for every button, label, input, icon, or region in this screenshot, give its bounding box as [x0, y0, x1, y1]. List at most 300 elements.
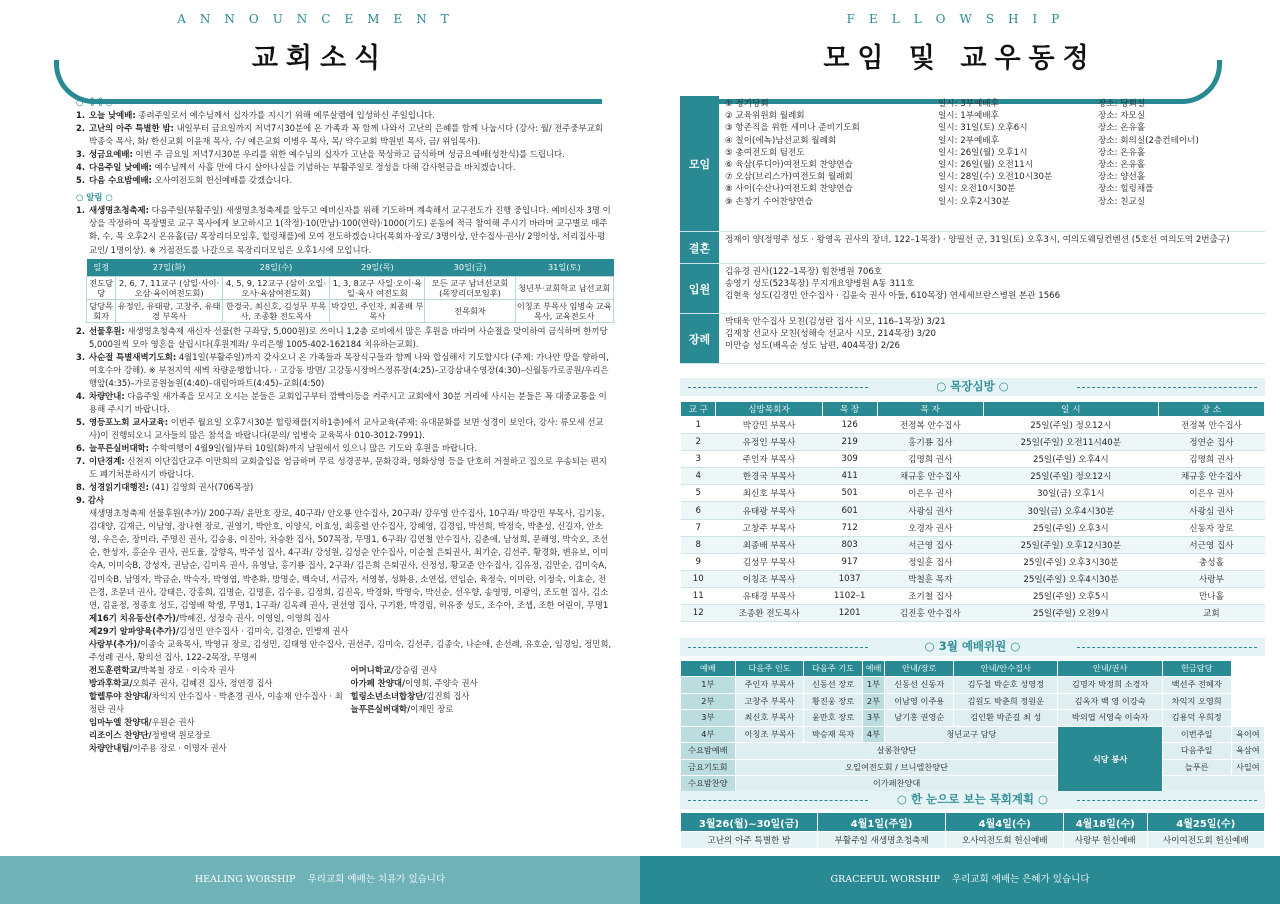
- worship-item: [76, 122, 612, 148]
- dining-cell: 다음주일: [1162, 743, 1231, 760]
- worship-heading: ○ 예배 ○: [76, 97, 113, 107]
- visit-cell: 오경자 권사: [877, 519, 983, 536]
- gift-text: 이영희, 주양숙 권사: [405, 677, 478, 688]
- funeral-item: 김재창 선교사 모친(성해숙 선교사 시모, 214목장) 3/20: [725, 329, 936, 340]
- duty-cell: 오일여전도회 / 브니엘찬양단: [735, 759, 1058, 776]
- schedule-header-cell: 31일(토): [515, 259, 613, 277]
- marriage-label: 결혼: [680, 232, 719, 263]
- duty-header-cell: 예배: [681, 661, 736, 677]
- item-number: 6.: [76, 443, 86, 454]
- item-label: 다음 수요밤예배:: [89, 175, 152, 186]
- footer-english: HEALING WORSHIP: [194, 874, 296, 885]
- visit-cell: 유태경 부목사: [716, 587, 822, 604]
- duty-row: [681, 743, 1265, 760]
- item-label: 차량안내:: [89, 390, 125, 401]
- notice-item: [76, 442, 612, 455]
- notice-item: [76, 390, 612, 416]
- page-title: 교회소식: [251, 43, 389, 74]
- visit-cell: 한경국 부목사: [716, 468, 822, 485]
- duty-row: [681, 759, 1265, 776]
- duty-cell: 청년교구 담당: [885, 726, 1058, 743]
- visit-cell: 조종환 전도목사: [716, 605, 822, 622]
- plan-item-cell: 사랑부 헌신예배: [1063, 832, 1147, 849]
- funeral-item: 이만승 성도(배옥순 성도 남편, 404목장) 2/26: [725, 341, 901, 352]
- visit-cell: 9: [681, 553, 716, 570]
- hospital-label: 입원: [680, 264, 719, 313]
- duty-cell: 1부: [862, 677, 885, 694]
- schedule-cell: 4, 5, 9, 12교구 (삼이·오일·오사·육삼여전도회): [222, 276, 329, 299]
- visit-cell: 이은우 권사: [1158, 485, 1264, 502]
- visit-table: [680, 401, 1265, 622]
- meeting-cell: ③ 항존직을 위한 세미나 준비기도회: [725, 123, 860, 134]
- schedule-cell: 모든 교구 남녀선교회 (목장리더모임후): [425, 276, 515, 299]
- visit-cell: 정연순 집사: [1158, 434, 1264, 451]
- gift-label: 늘푸른실버대학/: [350, 703, 411, 714]
- visit-cell: 12: [681, 605, 716, 622]
- meeting-cell: 일시: 오후2시30분: [938, 196, 1010, 207]
- item-label: 다음주일 낮예배:: [89, 162, 152, 173]
- visit-cell: 김명희 권사: [1158, 451, 1264, 468]
- visit-cell: 서근영 집사: [1158, 536, 1264, 553]
- visit-cell: 채규홍 안수집사: [1158, 468, 1264, 485]
- item-text: 4월1일(부활주일)까지 갖사오니 온 가족들과 목장식구들과 함께 나와 합심해서 기도합시다 (주제: 가나안 땅을 향하여, 여호수아 강해). ※ 부천지역 새벽 차량운행합니다. · 고강동 방면/ 고강동시장버스정류장(4:25)–고강삼내수영장(4:30)–신월동가로공원/우리은행앞(4:35)–가로공원놀원(4:40)–대림아파트(4:45)–교회(4:50): [89, 351, 609, 388]
- meeting-row: [725, 159, 1259, 171]
- table-row: [681, 605, 1265, 622]
- visit-cell: 사광심 권사: [1158, 502, 1264, 519]
- visit-cell: 채규홍 안수집사: [877, 468, 983, 485]
- visit-header-cell: 목 자: [877, 402, 983, 417]
- gift-label: 전도훈련학교/: [89, 664, 141, 675]
- visit-cell: 25일(주일) 정오12시: [983, 417, 1158, 434]
- visit-cell: 이칭조 부목사: [716, 570, 822, 587]
- meeting-row: [725, 110, 1259, 122]
- duty-row: [681, 693, 1265, 710]
- thanks-body: [76, 507, 612, 755]
- table-row: [681, 536, 1265, 553]
- duty-cell: 이칭조 부목사: [735, 726, 804, 743]
- worship-item: [76, 161, 612, 174]
- meeting-cell: ⑤ 총여전도회 팀전도: [725, 147, 805, 158]
- thanks-extra-text: 이종숙 교육목사, 박영규 장로, 김성민, 김태영 안수집사, 권선주, 김미숙, 김선주, 김종숙, 나순애, 손선례, 유호순, 임경임, 정민희, 주성례 권사, 황의선 집사, 122–2목장, 무명씨: [89, 638, 612, 662]
- schedule-cell: 2, 6, 7, 11교구 (삼일·사이·오삼·육이여전도회): [116, 276, 222, 299]
- gift-label: 힐링소년소녀합창단/: [350, 690, 427, 701]
- item-label: 사순절 특별새벽기도회:: [89, 351, 177, 362]
- gift-item: [89, 729, 351, 742]
- visit-cell: 교회: [1158, 605, 1264, 622]
- visit-cell: 712: [822, 519, 877, 536]
- schedule-row: [87, 276, 614, 299]
- meeting-cell: 장소: 온유홀: [1098, 160, 1146, 171]
- footer-korean: 우리교회 예배는 치유가 있습니다: [307, 874, 446, 885]
- duty-cell: 차익지 오영희: [1162, 693, 1231, 710]
- visit-cell: 사광심 권사: [877, 502, 983, 519]
- item-number: 5.: [76, 175, 86, 186]
- gift-text: 우원순 권사: [151, 717, 195, 728]
- visit-cell: 김명희 권사: [877, 451, 983, 468]
- gift-columns: [89, 664, 612, 755]
- hospital-item: 송영기 성도(523목장) 무지개요양병원 A동 311호: [725, 279, 915, 290]
- plan-date-cell: 4월1일(주일): [817, 813, 946, 832]
- funeral-label: 장례: [680, 314, 719, 363]
- duty-cell: 주인자 부목사: [735, 677, 804, 694]
- notice-item: [76, 416, 612, 442]
- visit-cell: 이은우 권사: [877, 485, 983, 502]
- plan-item-cell: 고난의 아주 특별한 밤: [681, 832, 818, 849]
- duty-row: [681, 710, 1265, 727]
- visit-cell: 601: [822, 502, 877, 519]
- item-label: 성금요예배:: [89, 149, 133, 160]
- dining-cell: 이번주일: [1162, 726, 1231, 743]
- meeting-cell: 장소: 회의실(2층컨테이너): [1098, 135, 1199, 146]
- visit-cell: 조기철 집사: [877, 587, 983, 604]
- plan-item-cell: 부활주일 새생명초청축제: [817, 832, 946, 849]
- announcement-body: [76, 95, 612, 755]
- meetings-label: 모임: [680, 96, 719, 231]
- item-label: 성경읽기대행진:: [89, 482, 149, 493]
- visit-cell: 7: [681, 519, 716, 536]
- item-text: 새생명초청축제 새신자 선물(한 구좌당, 5,000원)로 쓰이니 1,2층 로비에서 많은 후원을 바라며 사순절을 맞이하여 금식하며 한끼당 5,000원씩 모아 영혼을 살립시다(후원계좌/ 우리은행 1005-402-162184 치유하는교회).: [89, 325, 608, 349]
- duty-cell: 1부: [681, 677, 736, 694]
- gift-text: 차익지 안수집사 · 박춘경 권사, 이송재 안수집사 · 최정란 권사: [89, 690, 343, 714]
- meeting-cell: 일시: 오전10시30분: [938, 184, 1016, 195]
- duty-header-cell: 다음주 인도: [735, 661, 804, 677]
- visit-cell: 전정복 안수집사: [1158, 417, 1264, 434]
- table-row: [681, 468, 1265, 485]
- thanks-extra-text: 김성민 안수집사 · 김미숙, 김정순, 민병재 권사: [179, 625, 349, 636]
- duty-cell: 김옥자 백 영 이강숙: [1058, 693, 1162, 710]
- duty-cell: 2부: [681, 693, 736, 710]
- plan-date-cell: 4월25일(수): [1147, 813, 1264, 832]
- duty-cell: 황진웅 장로: [804, 693, 862, 710]
- fellowship-page: [640, 0, 1280, 904]
- notice-item: 1. 새생명초청축제: 다음주일(부활주일) 새생명초청축제를 앞두고 예비신자를 위해 기도하며 계속해서 교구전도가 진행 중입니다. 예비신자 3명 이상을 작정하여 목장별로 교구 목사에게 보고하시고 1(작정)·10(만남)·100(연락)·1000(기도) 운동에 적극 참여해 주시기 바라며 교구별로 매주 화, 수, 목 오후2시 온유홀(금/ 목장리더모임후, 힐링채플)에 모여 전도하겠습니다(목회자·장로/ 3명이상, 안수집사·권사/ 2명이상, 서리집사·평교인/ 1명이상). ※ 거점전도를 나갈으로 목장리더모임은 오후1시에 모입니다.: [76, 205, 611, 255]
- item-text: 예수님께서 사흘 만에 다시 살아나심을 기념하는 부활주일로 정성을 다해 감사헌금을 바치겠습니다.: [154, 162, 516, 173]
- table-row: [681, 434, 1265, 451]
- duty-cell: 4부: [681, 726, 736, 743]
- meeting-cell: 장소: 힐링채플: [1098, 184, 1154, 195]
- meeting-cell: 일시: 2부예배후: [938, 135, 999, 146]
- hospital-item: 김유경 권사(122–1목장) 힘찬병원 706호: [725, 267, 883, 277]
- notice-list: [76, 325, 612, 495]
- gift-label: 차량안내팀/: [89, 743, 133, 754]
- visit-cell: 박철훈 목자: [877, 570, 983, 587]
- table-row: [681, 451, 1265, 468]
- visit-cell: 사랑부: [1158, 570, 1264, 587]
- meeting-cell: 장소: 당회실: [1098, 99, 1146, 109]
- duty-cell: 고창주 부목사: [735, 693, 804, 710]
- visit-cell: 3: [681, 451, 716, 468]
- worship-item: [76, 148, 612, 161]
- meeting-row: [725, 122, 1259, 134]
- visit-cell: 25일(주일) 오후4시30분: [983, 570, 1158, 587]
- item-number: 4.: [76, 162, 86, 173]
- visit-cell: 유태광 부목사: [716, 502, 822, 519]
- duty-cell: 남기홍 권영순: [885, 710, 954, 727]
- gift-item: [89, 664, 351, 677]
- visit-cell: 501: [822, 485, 877, 502]
- plan-item-cell: 오사여전도회 헌신예배: [946, 832, 1063, 849]
- notice-text: 다음주일(부활주일) 새생명초청축제를 앞두고 예비신자를 위해 기도하며 계속해서 교구전도가 진행 중입니다. 예비신자 3명 이상을 작정하여 목장별로 교구 목사에게 보고하시고 1(작정)·10(만남)·100(연락)·1000(기도) 운동에 적극 참여해 주시기 바라며 교구별로 매주 화, 수, 목 오후2시 온유홀(금/ 목장리더모임후, 힐링채플)에 모여 전도하겠습니다(목회자·장로/ 3명이상, 안수집사·권사/ 2명이상, 서리집사·평교인/ 1명이상). ※ 거점전도를 나갈으로 목장리더모임은 오후1시에 모입니다.: [89, 205, 611, 255]
- schedule-header-cell: 일정: [87, 259, 116, 277]
- duty-cell: 살롬찬양단: [735, 743, 1058, 760]
- meeting-row: [725, 135, 1259, 147]
- notice-item: [76, 351, 612, 390]
- table-row: [681, 485, 1265, 502]
- meeting-row: [725, 147, 1259, 159]
- meetings-block: [680, 96, 1265, 232]
- dining-cell: 사일여: [1231, 759, 1264, 776]
- gift-item: [351, 690, 613, 703]
- meeting-row: [725, 98, 1259, 110]
- dining-cell: 육삼여: [1231, 743, 1264, 760]
- meeting-cell: 일시: 1부예배후: [938, 111, 999, 122]
- gift-label: 어머니학교/: [350, 664, 395, 675]
- visit-cell: 주인자 부목사: [716, 451, 822, 468]
- dining-cell: 늘푸른: [1162, 759, 1231, 776]
- visit-cell: 1037: [822, 570, 877, 587]
- plan-table: [680, 812, 1265, 849]
- visit-header-cell: 일 시: [983, 402, 1158, 417]
- meeting-cell: ④ 칠이(에녹)남선교회 월례회: [725, 135, 837, 146]
- right-footer: [640, 856, 1280, 904]
- visit-header-cell: 장 소: [1158, 402, 1264, 417]
- visit-cell: 5: [681, 485, 716, 502]
- visit-cell: 홍기룡 집사: [877, 434, 983, 451]
- schedule-header-cell: 30일(금): [425, 259, 515, 277]
- visit-cell: 30일(금) 오후4시30분: [983, 502, 1158, 519]
- item-label: 이단경계:: [89, 456, 125, 467]
- item-text: (41) 김영희 권사(706목장): [151, 482, 254, 493]
- thanks-item: [76, 494, 612, 507]
- item-text: 오사여전도회 헌신예배를 갖겠습니다.: [154, 175, 293, 186]
- visit-cell: 25일(주일) 오후4시: [983, 451, 1158, 468]
- visit-cell: 309: [822, 451, 877, 468]
- meeting-cell: 장소: 친교실: [1098, 196, 1146, 207]
- visit-cell: 4: [681, 468, 716, 485]
- duty-cell: 박의엽 서영숙 이숙자: [1058, 710, 1162, 727]
- visit-cell: 25일(주일) 오후5시: [983, 587, 1158, 604]
- schedule-cell: 담당목회자: [87, 299, 116, 322]
- plan-date-cell: 3월26(월)~30일(금): [681, 813, 818, 832]
- duty-header-cell: 다음주 기도: [804, 661, 862, 677]
- visit-cell: 최신호 부목사: [716, 485, 822, 502]
- funeral-block: [680, 314, 1265, 364]
- visit-cell: 11: [681, 587, 716, 604]
- item-label: 늘푸른실버대학:: [89, 443, 149, 454]
- hospital-list: [719, 264, 1265, 313]
- item-text: 신천지 이단집단교주 이만희의 교회출입을 엄금하며 무료 성경공부, 문화강좌, 영화상영 등을 단호히 거절하고 집으로 우송되는 편지도 폐기처분하시기 바랍니다.: [89, 456, 607, 480]
- item-number: 8.: [76, 482, 86, 493]
- announcement-eyebrow: ANNOUNCEMENT: [177, 12, 463, 26]
- thanks-text: 새생명초청축제 선물후원(추가)/ 200구좌/ 윤만호 장로, 40구좌/ 안오룡 안수집사, 20구좌/ 강우영 안수집사, 10구좌/ 박강민 부목사, 김기동, 김대양, 김재근, 이남영, 장나현 장로, 권영기, 박안호, 이양식, 이효성, 최홍렬 안수집사, 강혜영, 김경임, 박선희, 박정숙, 박춘성, 신길자, 안소영, 우은순, 장미라, 주명진 권사, 김승용, 이진아, 차승환 집사, 507목장, 무명1, 6구좌/ 김연철 안수집사, 김춘애, 남성희, 문해영, 박숙오, 조선순, 한성자, 홍순우 권사, 권도율, 강향옥, 박주성 집사, 4구좌/ 강성원, 김성순 안수집사, 이순철 은퇴권사, 최기순, 김선주, 황경화, 변유보, 이미숙A, 이미숙B, 강성자, 권남순, 김미옥 권사, 유영남, 홍기룡 집사, 2구좌/ 김은희 은퇴권사, 신정성, 황교준 안수집사, 김유정, 김만순, 김미숙A, 김미숙B, 남명자, 박금순, 박숙자, 박영엽, 박춘화, 방명순, 백숙녀, 서금자, 서영봉, 성화용, 소연섭, 연임순, 육정숙, 이미란, 이정숙, 이효순, 전은경, 조문녀 권사, 강태은, 강홍희, 김명순, 김명훈, 김수용, 김정희, 김진옥, 박경화, 박명숙, 박신순, 선우향, 송영명, 이광익, 조도현 집사, 김소연, 김윤정, 정종호 성도, 김영배 학생, 무명1, 1구좌/ 김옥례 권사, 권선영 집사, 구기환, 박경림, 허유중 성도, 조수아, 조셉, 조한 어린이, 무명1: [89, 508, 609, 610]
- duty-heading: ○ 3월 예배위원 ○: [680, 638, 1265, 656]
- item-label: 영등포노회 교사교육:: [89, 416, 169, 427]
- thanks-extra-text: 박혜진, 성정숙 권사, 이영일, 이영희 집사: [179, 612, 330, 623]
- schedule-cell: 1, 3, 8교구 사일·오이·육일·육사 여전도회: [330, 276, 425, 299]
- item-number: 2.: [76, 123, 86, 134]
- gift-item: [89, 716, 351, 729]
- item-text: 종려주일로서 예수님께서 십자가를 지시기 위해 예루살렘에 입성하신 주일입니다.: [138, 110, 435, 121]
- table-row: [681, 417, 1265, 434]
- visit-cell: 충성홀: [1158, 553, 1264, 570]
- duty-cell: 윤만호 장로: [804, 710, 862, 727]
- page-title: 모임 및 교우동정: [823, 43, 1097, 74]
- duty-cell: 박승재 목자: [804, 726, 862, 743]
- visit-header-cell: 심방목회자: [716, 402, 822, 417]
- hospital-block: [680, 264, 1265, 314]
- meeting-cell: ⑨ 손창기 수어찬양연습: [725, 196, 813, 207]
- visit-header-cell: 교 구: [681, 402, 716, 417]
- thanks-extra-item: [89, 638, 612, 664]
- visit-cell: 6: [681, 502, 716, 519]
- gift-text: 이주용 장로 · 이명자 권사: [132, 743, 227, 754]
- item-number: 3.: [76, 351, 86, 362]
- plan-date-cell: 4월4일(수): [946, 813, 1063, 832]
- visit-cell: 유정인 부목사: [716, 434, 822, 451]
- meeting-cell: ⑥ 육삼(루디아)여전도회 찬양연습: [725, 160, 853, 171]
- duty-cell: 김두철 박순호 성영정: [954, 677, 1058, 694]
- visit-cell: 8: [681, 536, 716, 553]
- item-number: 3.: [76, 149, 86, 160]
- visit-cell: 25일(주일) 정오12시: [983, 468, 1158, 485]
- item-label: 고난의 아주 특별한 밤:: [89, 123, 174, 134]
- visit-cell: 김진홍 안수집사: [877, 605, 983, 622]
- marriage-block: [680, 232, 1265, 264]
- duty-cell: 4부: [862, 726, 885, 743]
- item-text: 이번 주 금요일 저녁7시30분 우리를 위한 예수님의 십자가 고난을 묵상하고 금식하며 성금요예배(성찬식)를 드립니다.: [135, 149, 565, 160]
- visit-header-cell: 목 장: [822, 402, 877, 417]
- gift-text: 오희주 권사, 김혜진 집사, 정연경 집사: [132, 677, 273, 688]
- meeting-cell: 일시: 28일(수) 오전10시30분: [938, 172, 1053, 183]
- duty-table: [680, 660, 1265, 793]
- gift-text: 박복철 장로 · 이숙자 권사: [140, 664, 235, 675]
- schedule-row: [87, 299, 614, 322]
- duty-cell: 김명자 박정희 소경자: [1058, 677, 1162, 694]
- table-row: [681, 502, 1265, 519]
- duty-row: [681, 776, 1265, 793]
- duty-cell: 수요밤찬양: [681, 776, 736, 793]
- duty-cell: 신동선 장로: [804, 677, 862, 694]
- gift-text: 강승림 권사: [394, 664, 438, 675]
- duty-row: [681, 726, 1265, 743]
- gift-item: [351, 677, 613, 690]
- duty-header-cell: 예배: [862, 661, 885, 677]
- visit-cell: 2: [681, 434, 716, 451]
- meeting-cell: 장소: 자모실: [1098, 111, 1146, 122]
- duty-cell: 이남영 이주용: [885, 693, 954, 710]
- duty-cell: 김용덕 우희정: [1162, 710, 1231, 727]
- item-label: 오늘 낮예배:: [89, 110, 136, 121]
- visit-cell: 25일(주일) 오전11시40분: [983, 434, 1158, 451]
- meeting-row: [725, 171, 1259, 183]
- funeral-item: 박태욱 안수집사 모친(김성란 집사 시모, 116–1목장) 3/21: [725, 317, 946, 327]
- schedule-header-cell: 28일(수): [222, 259, 329, 277]
- schedule-cell: 한경국, 최신호, 김성무 부목사, 조종환 전도목사: [222, 299, 329, 322]
- footer-english: GRACEFUL WORSHIP: [830, 874, 940, 885]
- visit-cell: 30일(금) 오후1시: [983, 485, 1158, 502]
- duty-cell: 신동선 신동자: [885, 677, 954, 694]
- gift-column-right: [351, 664, 613, 755]
- thanks-extra-list: [89, 612, 612, 664]
- duty-cell: 3부: [681, 710, 736, 727]
- meeting-cell: 장소: 온유홀: [1098, 123, 1146, 134]
- duty-cell: 3부: [862, 710, 885, 727]
- plan-date-cell: 4월18일(수): [1063, 813, 1147, 832]
- schedule-header-cell: 27일(화): [116, 259, 222, 277]
- visit-cell: 1201: [822, 605, 877, 622]
- gift-item: [89, 677, 351, 690]
- duty-cell: 백선주 전혜자: [1162, 677, 1231, 694]
- gift-label: 리조이스 찬양단/: [89, 730, 152, 741]
- visit-cell: 25일(주일) 오후3시30분: [983, 553, 1158, 570]
- gift-label: 아가페 찬양대/: [350, 677, 406, 688]
- table-row: [681, 587, 1265, 604]
- item-number: 7.: [76, 456, 86, 467]
- schedule-cell: 전목회자: [425, 299, 515, 322]
- item-number: 4.: [76, 390, 86, 401]
- visit-cell: 219: [822, 434, 877, 451]
- schedule-header-cell: 29일(목): [330, 259, 425, 277]
- duty-cell: 김원도 박춘희 정원운: [954, 693, 1058, 710]
- visit-cell: 126: [822, 417, 877, 434]
- thanks-extra-label: 제16기 치유동산(추가)/: [89, 612, 180, 623]
- item-number: 1.: [76, 110, 86, 121]
- table-row: [681, 519, 1265, 536]
- schedule-cell: 박강민, 주인자, 최종배 부목사: [331, 300, 424, 321]
- item-number: 2.: [76, 325, 86, 336]
- funeral-list: [719, 314, 1265, 363]
- worship-list: [76, 109, 612, 187]
- duty-cell: 최신호 부목사: [735, 710, 804, 727]
- thanks-extra-item: [89, 625, 612, 638]
- gift-column-left: [89, 664, 351, 755]
- visit-cell: 만나홀: [1158, 587, 1264, 604]
- gift-label: 할렐루야 찬양대/: [89, 690, 152, 701]
- gift-item: [89, 742, 351, 755]
- gift-text: 김진희 집사: [426, 690, 470, 701]
- visit-cell: 전정복 안수집사: [877, 417, 983, 434]
- visit-cell: 411: [822, 468, 877, 485]
- fellowship-eyebrow: FELLOWSHIP: [846, 12, 1074, 26]
- duty-cell: 금요기도회: [681, 759, 736, 776]
- duty-cell: 수요밤예배: [681, 743, 736, 760]
- duty-row: [681, 677, 1265, 694]
- gift-label: 방과후학교/: [89, 677, 133, 688]
- hospital-item: 김현욱 성도(김경민 안수집사 · 김윤숙 권사 아들, 610목장) 연세세브란스병원 본관 1566: [725, 291, 1061, 302]
- meeting-cell: ⑧ 사이(수산나)여전도회 찬양연습: [725, 184, 853, 195]
- meeting-cell: ⑦ 오삼(브리스가)여전도회 월례회: [725, 172, 853, 183]
- gift-item: [89, 690, 351, 716]
- thanks-extra-label: 제29기 알파양육(추가)/: [89, 625, 180, 636]
- duty-cell: 2부: [862, 693, 885, 710]
- meeting-cell: ② 교육위원회 월례회: [725, 111, 805, 122]
- schedule-cell: 전도담당: [87, 276, 116, 299]
- visit-cell: 1: [681, 417, 716, 434]
- notice-label: 새생명초청축제:: [89, 205, 149, 216]
- notice-item: [76, 481, 612, 494]
- dining-cell: [1162, 776, 1264, 793]
- item-text: 다음주일 새가족을 모시고 오시는 분들은 교회입구부터 깜빡이등을 켜주시고 교회에서 30분 거리에 사시는 분들은 꼭 대중교통을 이용해 주시기 바랍니다.: [89, 390, 607, 414]
- thanks-heading: 9. 감사: [76, 495, 105, 506]
- thanks-extra-item: [89, 612, 612, 625]
- gift-text: 정병택 원로장로: [151, 730, 211, 741]
- duty-cell: 김인환 박준길 최 성: [954, 710, 1058, 727]
- dining-cell: 육이여: [1231, 726, 1264, 743]
- meeting-cell: 일시: 3부예배후: [938, 99, 999, 109]
- schedule-cell: 이칭조 부목사 임병숙 교육목사, 교육전도사: [516, 300, 612, 321]
- meeting-cell: 일시: 31일(토) 오후6시: [938, 123, 1028, 134]
- duty-header-cell: 안내/장로: [885, 661, 954, 677]
